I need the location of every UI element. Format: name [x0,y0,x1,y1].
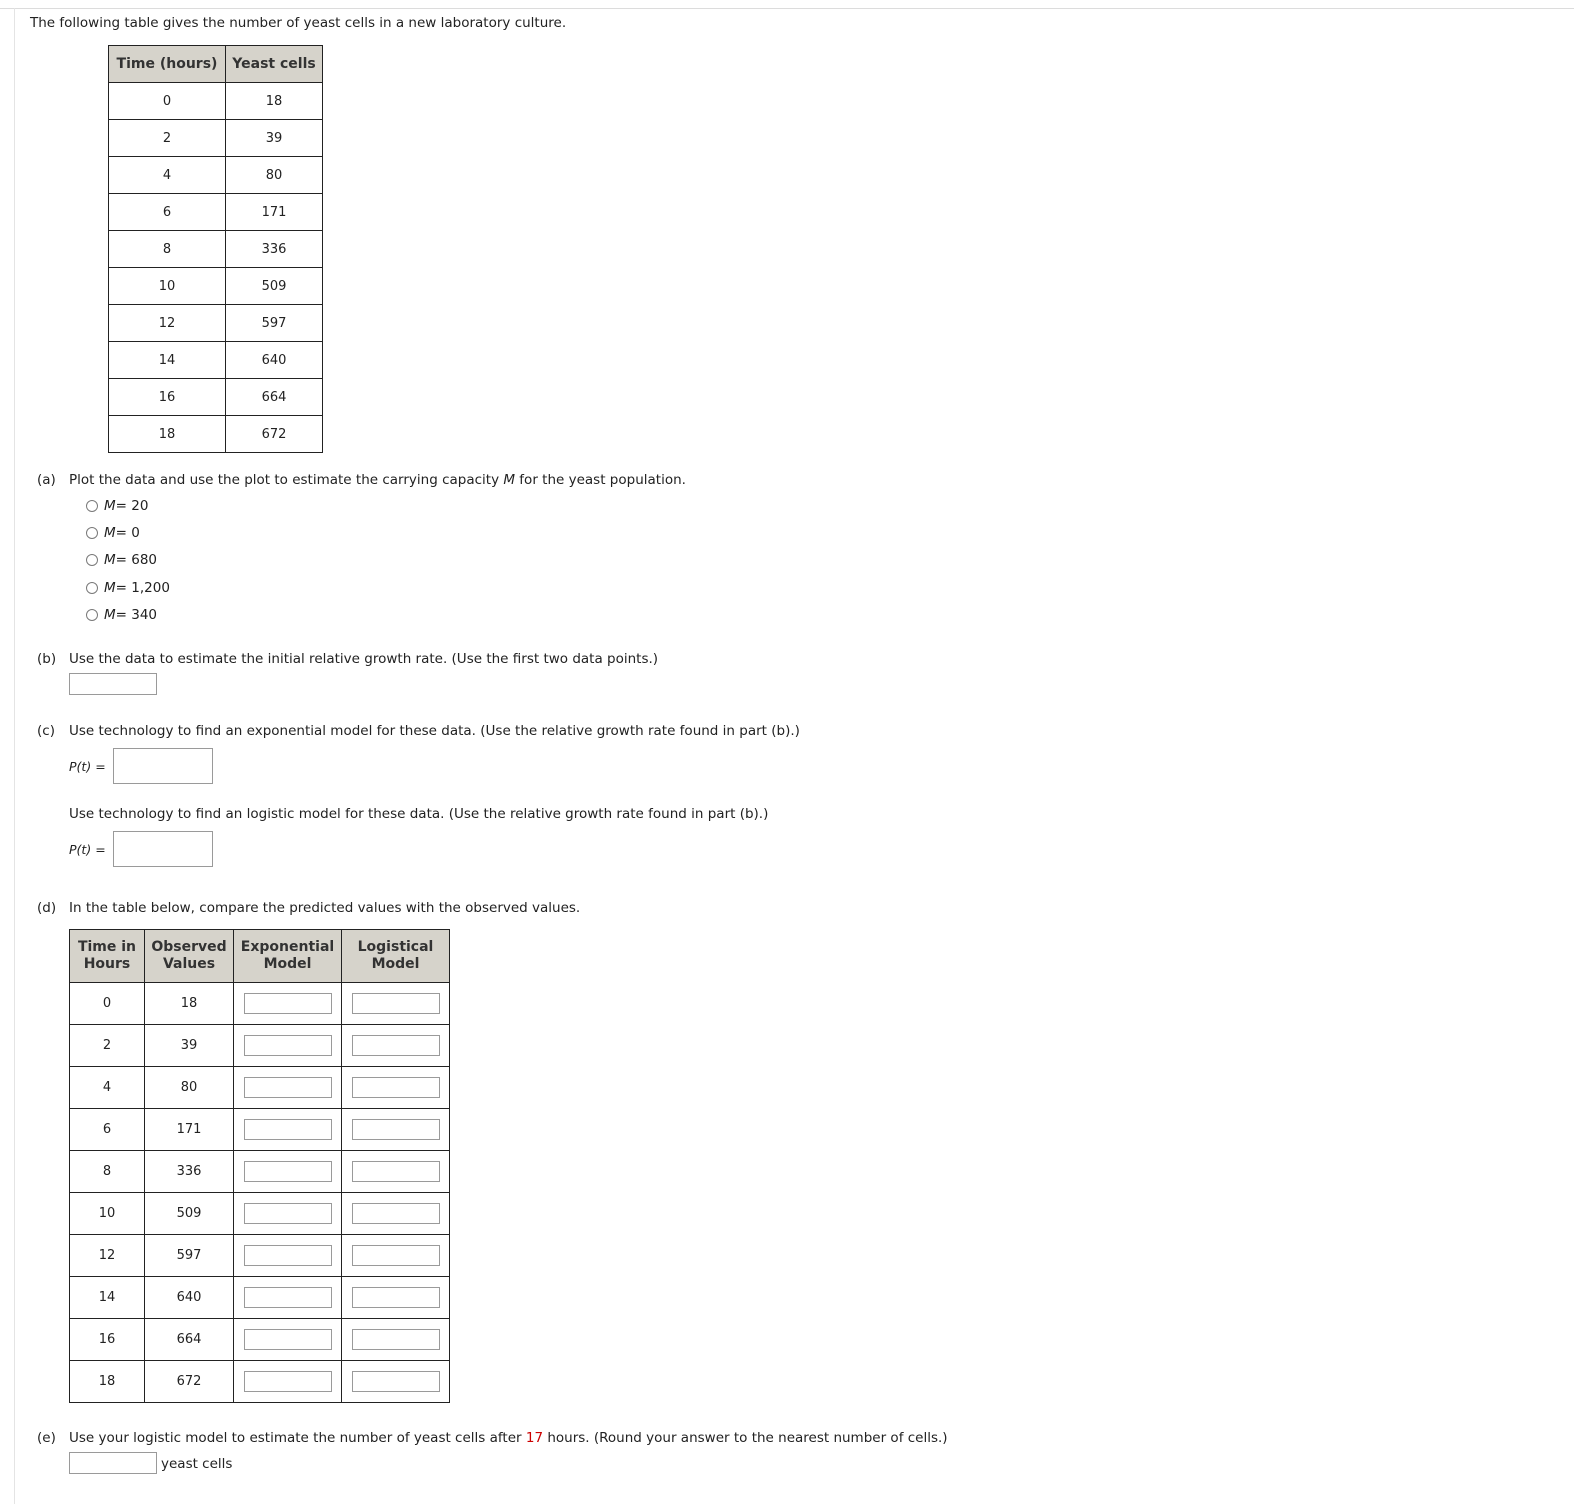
exponential-input[interactable] [244,993,332,1014]
logistic-cell [342,1361,450,1403]
radio-button[interactable] [86,500,98,512]
table-row [109,305,323,342]
logistic-cell [342,1277,450,1319]
observed-cell: 672 [145,1361,234,1403]
yeast-table-header-time: Time (hours) [109,46,226,83]
exponential-cell [234,1151,342,1193]
logistic-cell [342,1109,450,1151]
option-value: = 1,200 [115,580,170,596]
logistic-input[interactable] [352,1077,440,1098]
time-cell: 16 [109,379,226,416]
option-var: M [104,580,116,596]
equals-sign: = [95,759,106,774]
logistic-input[interactable] [352,993,440,1014]
yeast-table-header-cells: Yeast cells [226,46,323,83]
table-row [70,1025,450,1067]
equals-sign: = [95,842,106,857]
observed-cell: 171 [145,1109,234,1151]
part-e-text-before: Use your logistic model to estimate the number of yeast cells after [69,1430,526,1446]
radio-button[interactable] [86,554,98,566]
exponential-input[interactable] [244,1287,332,1308]
header-line: Values [162,956,216,972]
yeast-cells-unit: yeast cells [161,1456,233,1472]
cells-cell: 509 [226,268,323,305]
table-row [70,1109,450,1151]
part-e-label: (e) [37,1430,56,1446]
compare-table [69,929,450,1403]
option-var: M [104,498,116,514]
logistic-input[interactable] [352,1119,440,1140]
exponential-cell [234,1109,342,1151]
logistic-input[interactable] [352,1203,440,1224]
log-model-label [69,842,106,857]
table-row [70,1151,450,1193]
table-row [109,120,323,157]
table-row [70,1277,450,1319]
option-value: = 20 [115,498,149,514]
option-var: M [104,525,116,541]
table-row [70,983,450,1025]
table-row [109,416,323,453]
time-cell: 8 [109,231,226,268]
cells-cell: 80 [226,157,323,194]
time-cell: 16 [70,1319,145,1361]
table-row [70,1235,450,1277]
part-a-question [69,472,686,488]
logistic-cell [342,1025,450,1067]
part-c-log-question: Use technology to find an logistic model for these data. (Use the relative growth rate found in part (b).) [69,806,769,822]
observed-cell: 39 [145,1025,234,1067]
time-cell: 18 [109,416,226,453]
logistic-model-input[interactable] [113,831,213,867]
part-a-text-after: for the yeast population. [515,472,686,488]
time-cell: 6 [109,194,226,231]
logistic-input[interactable] [352,1161,440,1182]
part-e-question [69,1430,948,1446]
option-m-20[interactable] [86,498,148,514]
header-line: Exponential [240,939,335,955]
exponential-input[interactable] [244,1119,332,1140]
option-value: = 0 [115,525,140,541]
time-cell: 14 [70,1277,145,1319]
observed-cell: 664 [145,1319,234,1361]
exponential-cell [234,1319,342,1361]
option-m-680[interactable] [86,552,157,568]
growth-rate-input[interactable] [69,673,157,695]
compare-header-observed [145,930,234,983]
logistic-input[interactable] [352,1035,440,1056]
part-d-question: In the table below, compare the predicted values with the observed values. [69,900,581,916]
table-row [109,342,323,379]
exponential-input[interactable] [244,1329,332,1350]
logistic-cell [342,1067,450,1109]
logistic-input[interactable] [352,1329,440,1350]
part-b-question: Use the data to estimate the initial relative growth rate. (Use the first two data points.) [69,651,659,667]
table-row [70,1319,450,1361]
exponential-cell [234,983,342,1025]
compare-header-logistical [342,930,450,983]
header-line: Model [371,956,420,972]
part-a-var: M [503,472,516,488]
observed-cell: 18 [145,983,234,1025]
time-cell: 0 [109,83,226,120]
header-line: Logistical [357,939,434,955]
radio-button[interactable] [86,527,98,539]
table-row [70,1067,450,1109]
time-cell: 2 [70,1025,145,1067]
time-cell: 10 [109,268,226,305]
table-row [109,83,323,120]
logistic-cell [342,1319,450,1361]
time-cell: 8 [70,1151,145,1193]
option-value: = 340 [115,607,158,623]
time-cell: 14 [109,342,226,379]
cells-cell: 39 [226,120,323,157]
exponential-input[interactable] [244,1203,332,1224]
exponential-input[interactable] [244,1077,332,1098]
cells-cell: 336 [226,231,323,268]
cells-cell: 640 [226,342,323,379]
part-d-label: (d) [37,900,57,916]
time-cell: 10 [70,1193,145,1235]
header-line: Observed [151,939,227,955]
exponential-cell [234,1235,342,1277]
cells-cell: 18 [226,83,323,120]
table-row [109,268,323,305]
cells-cell: 664 [226,379,323,416]
observed-cell: 509 [145,1193,234,1235]
exponential-input[interactable] [244,1161,332,1182]
time-cell: 12 [109,305,226,342]
header-line: Hours [83,956,131,972]
option-var: M [104,552,116,568]
logistic-input[interactable] [352,1287,440,1308]
logistic-cell [342,1151,450,1193]
exponential-input[interactable] [244,1035,332,1056]
part-b-label: (b) [37,651,57,667]
header-line: Model [263,956,312,972]
part-e-text-after: hours. (Round your answer to the nearest number of cells.) [543,1430,948,1446]
table-row [70,1361,450,1403]
time-cell: 12 [70,1235,145,1277]
logistic-cell [342,1193,450,1235]
compare-header-time [70,930,145,983]
time-cell: 18 [70,1361,145,1403]
header-line: Time in [77,939,137,955]
exponential-input[interactable] [244,1245,332,1266]
exponential-model-input[interactable] [113,748,213,784]
cells-cell: 171 [226,194,323,231]
yeast-cells-answer-input[interactable] [69,1452,157,1474]
time-cell: 0 [70,983,145,1025]
table-row [70,1193,450,1235]
exp-model-label [69,759,106,774]
yeast-table [108,45,323,453]
table-row [109,194,323,231]
observed-cell: 640 [145,1277,234,1319]
option-m-1200[interactable] [86,580,170,596]
time-cell: 4 [109,157,226,194]
exponential-cell [234,1277,342,1319]
time-cell: 2 [109,120,226,157]
part-c-label: (c) [37,723,55,739]
logistic-input[interactable] [352,1245,440,1266]
logistic-cell [342,1235,450,1277]
part-a-label: (a) [37,472,56,488]
exponential-input[interactable] [244,1371,332,1392]
option-m-0[interactable] [86,525,140,541]
table-row [109,379,323,416]
radio-button[interactable] [86,582,98,594]
part-a-text-before: Plot the data and use the plot to estimate the carrying capacity [69,472,504,488]
logistic-input[interactable] [352,1371,440,1392]
exponential-cell [234,1025,342,1067]
exponential-cell [234,1193,342,1235]
part-c-exp-question: Use technology to find an exponential model for these data. (Use the relative growth rate found in part (b).) [69,723,800,739]
pt-label: P(t) [69,759,92,774]
cells-cell: 672 [226,416,323,453]
time-cell: 4 [70,1067,145,1109]
time-cell: 6 [70,1109,145,1151]
intro-text: The following table gives the number of yeast cells in a new laboratory culture. [30,15,567,31]
part-e-hours: 17 [525,1430,544,1446]
observed-cell: 80 [145,1067,234,1109]
table-row [109,231,323,268]
option-value: = 680 [115,552,158,568]
pt-label: P(t) [69,842,92,857]
compare-header-exponential [234,930,342,983]
observed-cell: 597 [145,1235,234,1277]
radio-button[interactable] [86,609,98,621]
left-divider [14,8,15,1504]
table-row [109,157,323,194]
option-var: M [104,607,116,623]
option-m-340[interactable] [86,607,157,623]
exponential-cell [234,1361,342,1403]
observed-cell: 336 [145,1151,234,1193]
logistic-cell [342,983,450,1025]
exponential-cell [234,1067,342,1109]
cells-cell: 597 [226,305,323,342]
top-divider [0,8,1574,9]
